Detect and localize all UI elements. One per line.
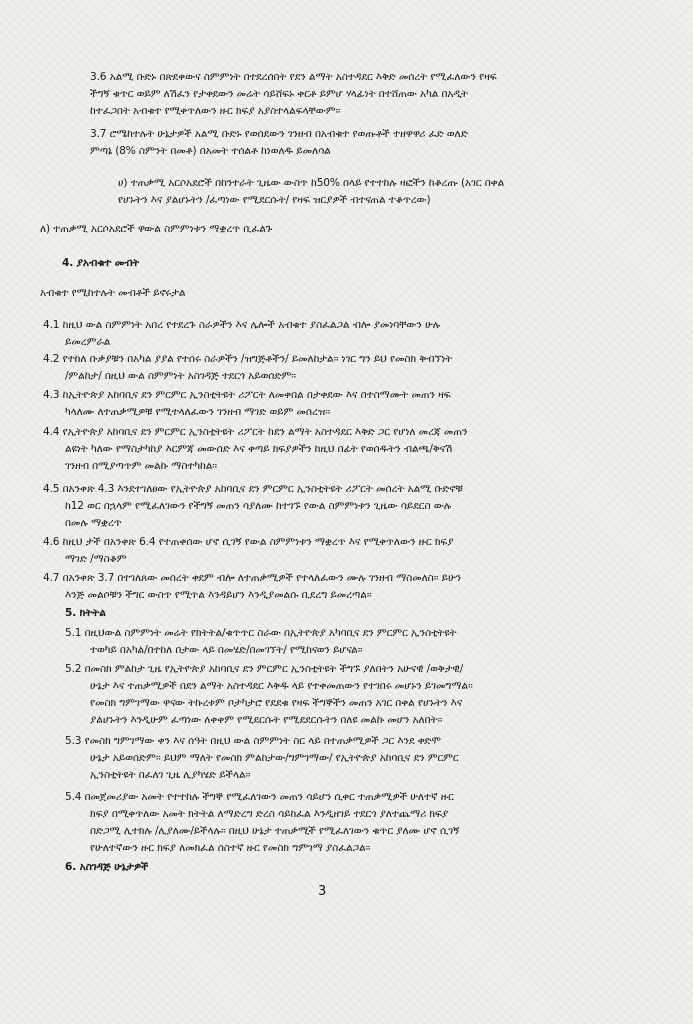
text-line: 3.7 ሮሜከተሉት ሁኔታዎች አልሚ ቡድኑ የወሰደውን ገንዘብ በአብቁተ የወጡቶች ተዘዋዋሪ ፈድ ወለድ bbox=[90, 128, 468, 140]
text-line: 5.4 በመጀመሪያው አመት የተተከሉ ችግኞ የሚፈለገውን መጠን ሳይሆን ሲቀር ተጠቃሚዎች ሁለተኛ ዙር bbox=[65, 791, 454, 803]
section-heading: 5. ክትትል bbox=[65, 607, 106, 619]
section-heading: 6. አስገዳጅ ሁኔታዎች bbox=[65, 861, 149, 873]
text-line: 4.7 በአንቀጽ 3.7 በተገለጸው መሰረት ቀደም ብሎ ለተጠቃሚዎች የተላለፈውን ሙሉ ገንዘብ ማስመለስ፡፡ ይሁን bbox=[43, 572, 462, 584]
text-line: 5.1 በዚህውል ስምምነት መሬት የክትትል/ቁጥጥር ስራው በኢትዮጵያ አካባቢና ደን ምርምር ኢንስቲትዩት bbox=[65, 627, 457, 639]
text-line: 5.3 የመስክ ግምገማው ቀን እና ሰዓት በዚህ ውል ስምምነት ስር ላይ በተጠቃሚዎች ጋር እንደ ቀድሞ bbox=[65, 735, 441, 747]
text-line: ሁኔታ እና ተጠቃሚዎች በደን ልማት አስተዳደር እቅዱ ላይ የተቀመጠውን የተገበሩ መሆኑን ይገመግማል፡፡ bbox=[90, 680, 473, 692]
text-line: 3.6 አልሚ ቡድኑ በጽደቀውና ስምምነት በተደረሰበት የደን ልማት አስተዳደር እቅድ መሰረት የሚፈለውን የዛፍ bbox=[90, 71, 497, 83]
text-line: ከ12 ወር በኋላም የሚፈለገውን የችግኝ መጠን ሳያለሙ ከተገኙ የውል ስምምነቱን ጊዜው ሳይደርስ ውሉ bbox=[65, 500, 452, 512]
text-line: 4.2 የተከለ ቡቃያቹን በአካል ያያል የተሰሩ ስራዎችን /ዝግጅቶችን/ ይመለከታል፡፡ ነገር ግን ይህ የመስክ ቅብኘነት bbox=[43, 353, 453, 365]
text-line: ተወካይ በአካል/በተከለ በታው ላይ በመሄድ/በመገኘት/ የሚከናወን ይሆናል፡፡ bbox=[90, 644, 363, 656]
page-number: 3 bbox=[318, 884, 327, 899]
text-line: 4.4 የኢትዮጵያ አከባቢና ደን ምርምር ኢንስቲትዩት ሪፖርት ከደን ልማት አስተዳደር እቅድ ጋር የሆነለ መረጃ መጠን bbox=[43, 426, 468, 438]
text-line: 4.3 ከኢትዮጵያ አከባቢና ደን ምርምር ኢንስቲትዩት ሪፖርት ለመቀበል በታቀደው እና በተስማሙት መጠን ዛፍ bbox=[43, 389, 451, 401]
text-line: 4.5 በአንቀጽ 4.3 እንደተገለፀው የኢትዮጵያ አከባቢና ደን ምርምር ኢንስቲትዩት ሪፖርት መሰረት አልሚ ቡድኖቹ bbox=[43, 483, 463, 495]
text-line: ሀ) ተጠቃሚ አርሶአደሮች በከንተራት ጊዜው ውስጥ ከ50% በላይ የተተከሉ ዛፎችን ከቆረጡ (አገር በቀል bbox=[118, 177, 505, 189]
text-line: ችግኝ ቁጥር ወይም ለሽፈን የታቀደውን መሬት ሳይሸፍኑ ቀርቶ ይምሆ ሃላፊነት በተሸጠው አካል በአዲት bbox=[90, 88, 469, 100]
text-line: ካላለሙ ለተጠቃሚዎቹ የሚተላለፈውን ገንዘብ ማገድ ወይም መሰረዝ፡፡ bbox=[65, 406, 330, 418]
text-line: በድጋሚ ሊተክሉ /ሊያለሙ/ይችላሉ፡፡ በዚህ ሁኔታ ተጠቃሚች የሚፈለገውን ቁጥር ያለሙ ሆኖ ሲገኝ bbox=[90, 825, 460, 837]
text-line: ልዩነት ካለው የማስታካከያ እርምጃ መውሰድ እና ቀጣይ ክፍያዎችን ከዚህ በፊት የወሰዱትን ብልጫ/ቅናሽ bbox=[65, 443, 453, 455]
text-line: 4.1 ከዚህ ውል ስምምነት አበረ የተደረጉ ስራዎችን እና ሌሎች አብቁተ ያስፈልጋል ብሎ ያመነባቸውን ሁሉ bbox=[43, 319, 441, 331]
text-line: /ምልከታ/ በዚህ ውል ስምምነት አስገዳጅ ተደርጎ አይወሰድም፡፡ bbox=[65, 370, 296, 382]
text-line: የሆኑትን እና ያልሆኑትን /ፈጣነው የሚደርሱት/ የዛፍ ዝርያዎች ብተናጠል ተቆጥረው) bbox=[118, 194, 431, 206]
text-line: ይመረምራል bbox=[65, 336, 111, 348]
text-line: የመስክ ግምገማው ዋናው ትኩረቱም ቦታካታሮ የደደቁ የዛፍ ችግኞችን መጠን አገር በቀል የሆኑትን እና bbox=[90, 697, 463, 709]
text-line: ምጣኔ (8% ስምንት በመቶ) በአመት ተሰልቶ ከነወለዱ ይመለሳል bbox=[90, 145, 331, 157]
text-line: በመሉ ማቋረጥ bbox=[65, 517, 122, 529]
text-line: የሁለተኛውን ዙር ክፍያ ለመክፈል ሰስተኛ ዙር የመስክ ግምገማ ያስፈልጋል፡፡ bbox=[90, 842, 371, 854]
text-line: ኢንስቲትዩት በፈለገ ጊዜ ሊያካሄድ ይችላል፡፡ bbox=[90, 769, 251, 781]
text-line: ከተፈጋበት አብቁተ የሚቀጥለውን ዙር ክፍያ አያስተላልፍላቸውም፡፡ bbox=[90, 105, 341, 117]
text-line: 5.2 በመስክ ምልከታ ጊዜ የኢትዮጵያ አከባቢና ደን ምርምር ኢንስቲትዩት ችግኙ ያለበትን አሁናዊ /ወቅታዊ/ bbox=[65, 663, 464, 675]
text-line: አብቁተ የሚከተሉት መብቶች ይኖሩታል bbox=[40, 287, 186, 299]
text-line: ገንዘብ በሚያጣጥም መልኩ ማስተካከል፡፡ bbox=[65, 460, 217, 472]
text-line: እንጅ መልሶቹን ችግር ውስጥ የሚጥል እንዳይሆን እንዲያመልሱ ቢደረግ ይመረጣል፡፡ bbox=[65, 589, 372, 601]
text-line: ማገድ /ማስቆም bbox=[65, 553, 127, 565]
text-line: 4.6 ከዚህ ታች በአንቀጽ 6.4 የተጠቀሰው ሆኖ ሲገኝ የውል ስምምነቱን ማቋረጥ እና የሚቀጥለውን ዙር ክፍያ bbox=[43, 536, 454, 548]
text-line: ለ) ተጠቃሚ አርሶአደሮች ዋውል ስምምነቱን ማቋረጥ ቢፈልጉ bbox=[40, 223, 273, 235]
section-heading: 4. ያአብቁተ መብት bbox=[62, 257, 140, 269]
text-line: ሁኔታ አይወሰድም፡፡ ይህም ማለት የመስክ ምልከታው/ግምገማው/ የኢትዮጵያ አከባቢና ደን ምርምር bbox=[90, 752, 459, 764]
text-line: ክፍያ በሚቀጥለው አመት ክትትል ለማድረግ ድረስ ሳይከፈል እንዲዘገይ ተደርጎ ያለተጨማሪ ክፍያ bbox=[90, 808, 449, 820]
text-line: ያልሆኑትን እንዲሁም ፈጣነው ለቀቀም የሚደርሱት የሚደደርሱትን በለዩ መልኩ መሆን አለበት፡፡ bbox=[90, 714, 443, 726]
